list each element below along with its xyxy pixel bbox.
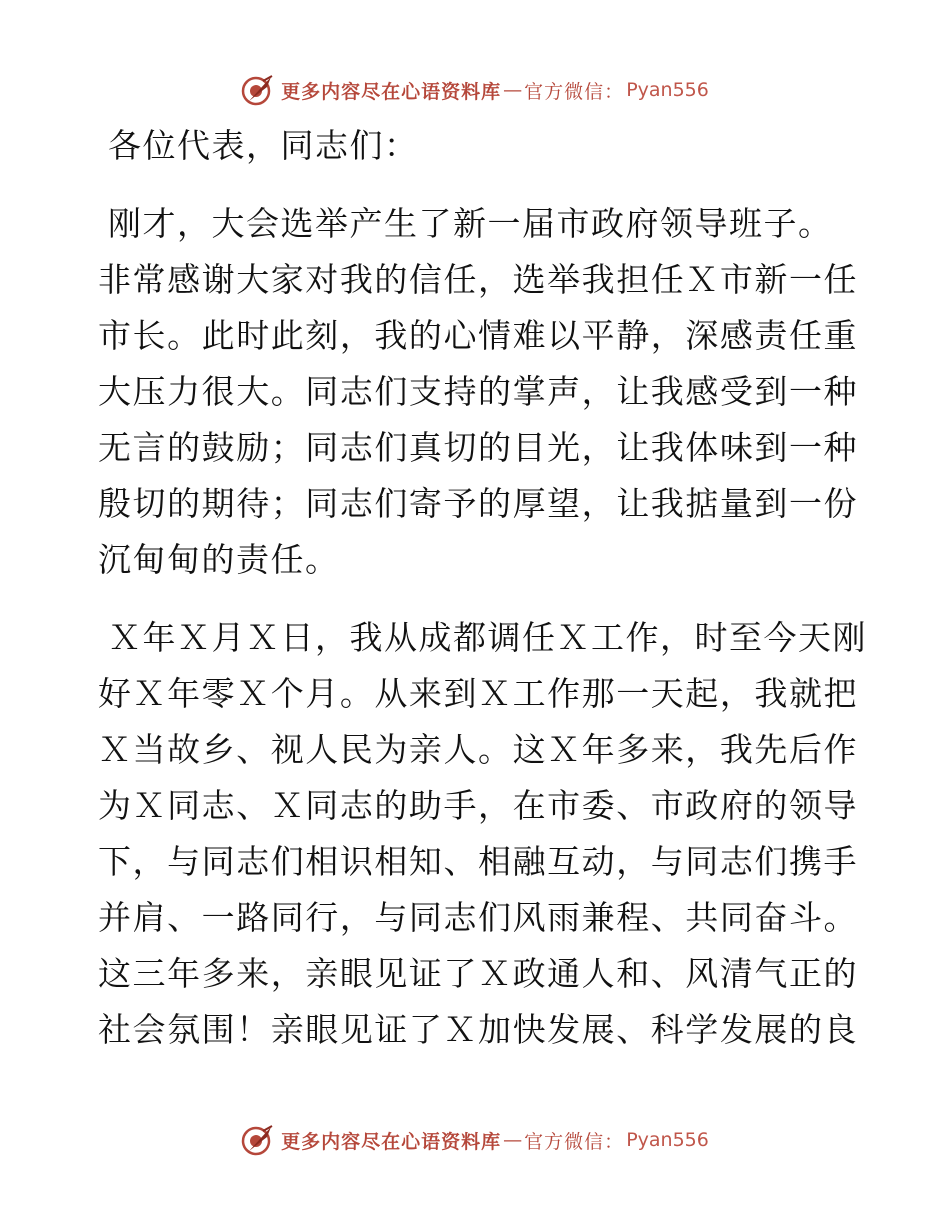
text-line: 这三年多来，亲眼见证了Ｘ政通人和、风清气正的 [98, 954, 858, 993]
wechat-label: 官方微信： [524, 80, 625, 103]
text-line: 各位代表，同志们： [108, 126, 419, 165]
wechat-id: Pyan556 [626, 79, 709, 101]
text-line: Ｘ当故乡、视人民为亲人。这Ｘ年多来，我先后作 [98, 730, 858, 769]
text-line: 市长。此时此刻，我的心情难以平静，深感责任重 [98, 316, 858, 355]
text-line: 为Ｘ同志、Ｘ同志的助手，在市委、市政府的领导 [98, 786, 858, 825]
banner-separator: — [503, 79, 523, 101]
text-line: Ｘ年Ｘ月Ｘ日，我从成都调任Ｘ工作，时至今天刚 [108, 618, 867, 657]
wechat-id: Pyan556 [626, 1129, 709, 1151]
banner-separator: — [503, 1129, 523, 1151]
footer-banner [0, 1120, 950, 1160]
text-line: 殷切的期待；同志们寄予的厚望，让我掂量到一份 [98, 484, 858, 523]
text-line: 并肩、一路同行，与同志们风雨兼程、共同奋斗。 [98, 898, 858, 937]
paragraph-history [98, 610, 867, 1058]
text-line: 下，与同志们相识相知、相融互动，与同志们携手 [98, 842, 858, 881]
quill-logo-icon [241, 1123, 275, 1157]
text-line: 社会氛围！亲眼见证了Ｘ加快发展、科学发展的良 [98, 1010, 858, 1049]
header-banner [0, 70, 950, 110]
wechat-label: 官方微信： [524, 1130, 625, 1153]
quill-logo-icon [241, 73, 275, 107]
paragraph-election [98, 196, 858, 588]
text-line: 无言的鼓励；同志们真切的目光，让我体味到一种 [98, 428, 858, 467]
text-line: 沉甸甸的责任。 [98, 540, 340, 579]
text-line: 非常感谢大家对我的信任，选举我担任Ｘ市新一任 [98, 260, 858, 299]
text-line: 刚才，大会选举产生了新一届市政府领导班子。 [108, 204, 833, 243]
banner-text: 更多内容尽在心语资料库 [281, 80, 502, 103]
banner-text: 更多内容尽在心语资料库 [281, 1130, 502, 1153]
document-body [98, 118, 867, 1058]
text-line: 好Ｘ年零Ｘ个月。从来到Ｘ工作那一天起，我就把 [98, 674, 858, 713]
paragraph-greeting [98, 118, 858, 174]
text-line: 大压力很大。同志们支持的掌声，让我感受到一种 [98, 372, 858, 411]
